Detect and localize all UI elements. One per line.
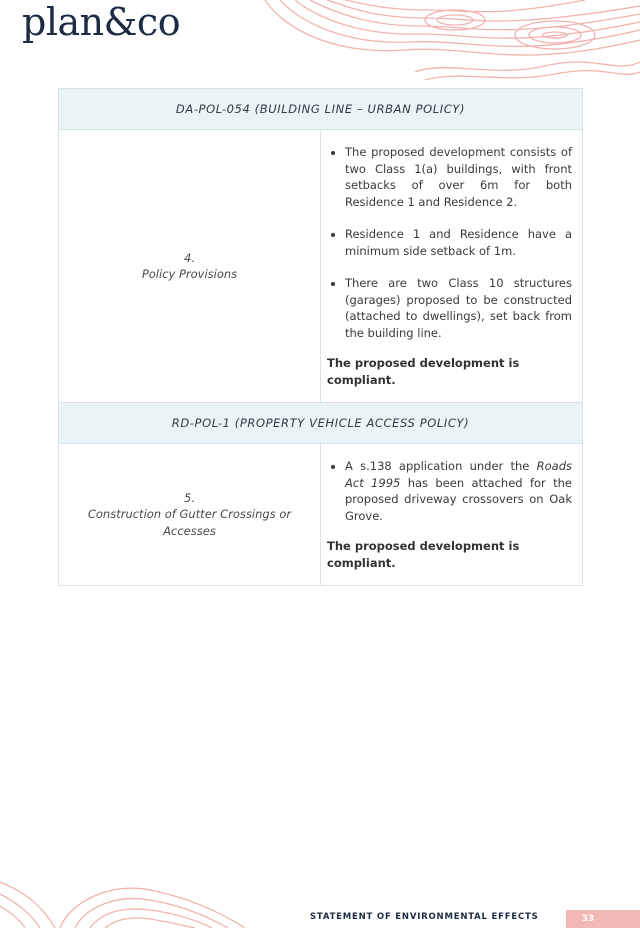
document-title-footer: STATEMENT OF ENVIRONMENTAL EFFECTS [310, 912, 539, 922]
section-heading: RD-POL-1 (PROPERTY VEHICLE ACCESS POLICY) [59, 403, 583, 444]
bullet-item: • The proposed development consists of two Class 1(a) buildings, with front setbacks of over 6m for both Residence 1 and Residence 2. [345, 144, 572, 210]
section-heading-row [59, 403, 583, 444]
policy-row [59, 444, 583, 586]
compliance-statement: The proposed development is compliant. [327, 356, 520, 387]
bullet-text: has been attached for the proposed driveway crossovers on Oak Grove. [345, 475, 572, 523]
row-label [59, 444, 321, 586]
bullet-list [327, 458, 572, 524]
row-content [321, 444, 583, 586]
section-heading: DA-POL-054 (BUILDING LINE – URBAN POLICY) [59, 89, 583, 130]
row-number: 5. [184, 490, 195, 505]
bullet-text: A s.138 application under the [345, 459, 537, 473]
row-label [59, 130, 321, 403]
section-heading-row [59, 89, 583, 130]
bullet-item: • Residence 1 and Residence have a minimum side setback of 1m. [345, 226, 572, 259]
compliance-statement: The proposed development is compliant. [327, 539, 520, 570]
row-title: Policy Provisions [141, 267, 238, 281]
topographic-decoration-bottom [0, 872, 260, 928]
page-number: 33 [566, 910, 640, 928]
act-name: Roads Act 1995 [345, 459, 572, 490]
bullet-item [345, 458, 572, 524]
row-number: 4. [184, 250, 195, 265]
row-title: Construction of Gutter Crossings or Accesses [87, 507, 292, 538]
policy-row [59, 130, 583, 403]
policy-compliance-table [58, 88, 583, 586]
bullet-item: • There are two Class 10 structures (garages) proposed to be constructed (attached to dwellings), set back from the building line. [345, 275, 572, 341]
bullet-list [327, 144, 572, 341]
company-logo: plan&co [22, 0, 181, 44]
row-content [321, 130, 583, 403]
topographic-decoration-top [255, 0, 640, 80]
